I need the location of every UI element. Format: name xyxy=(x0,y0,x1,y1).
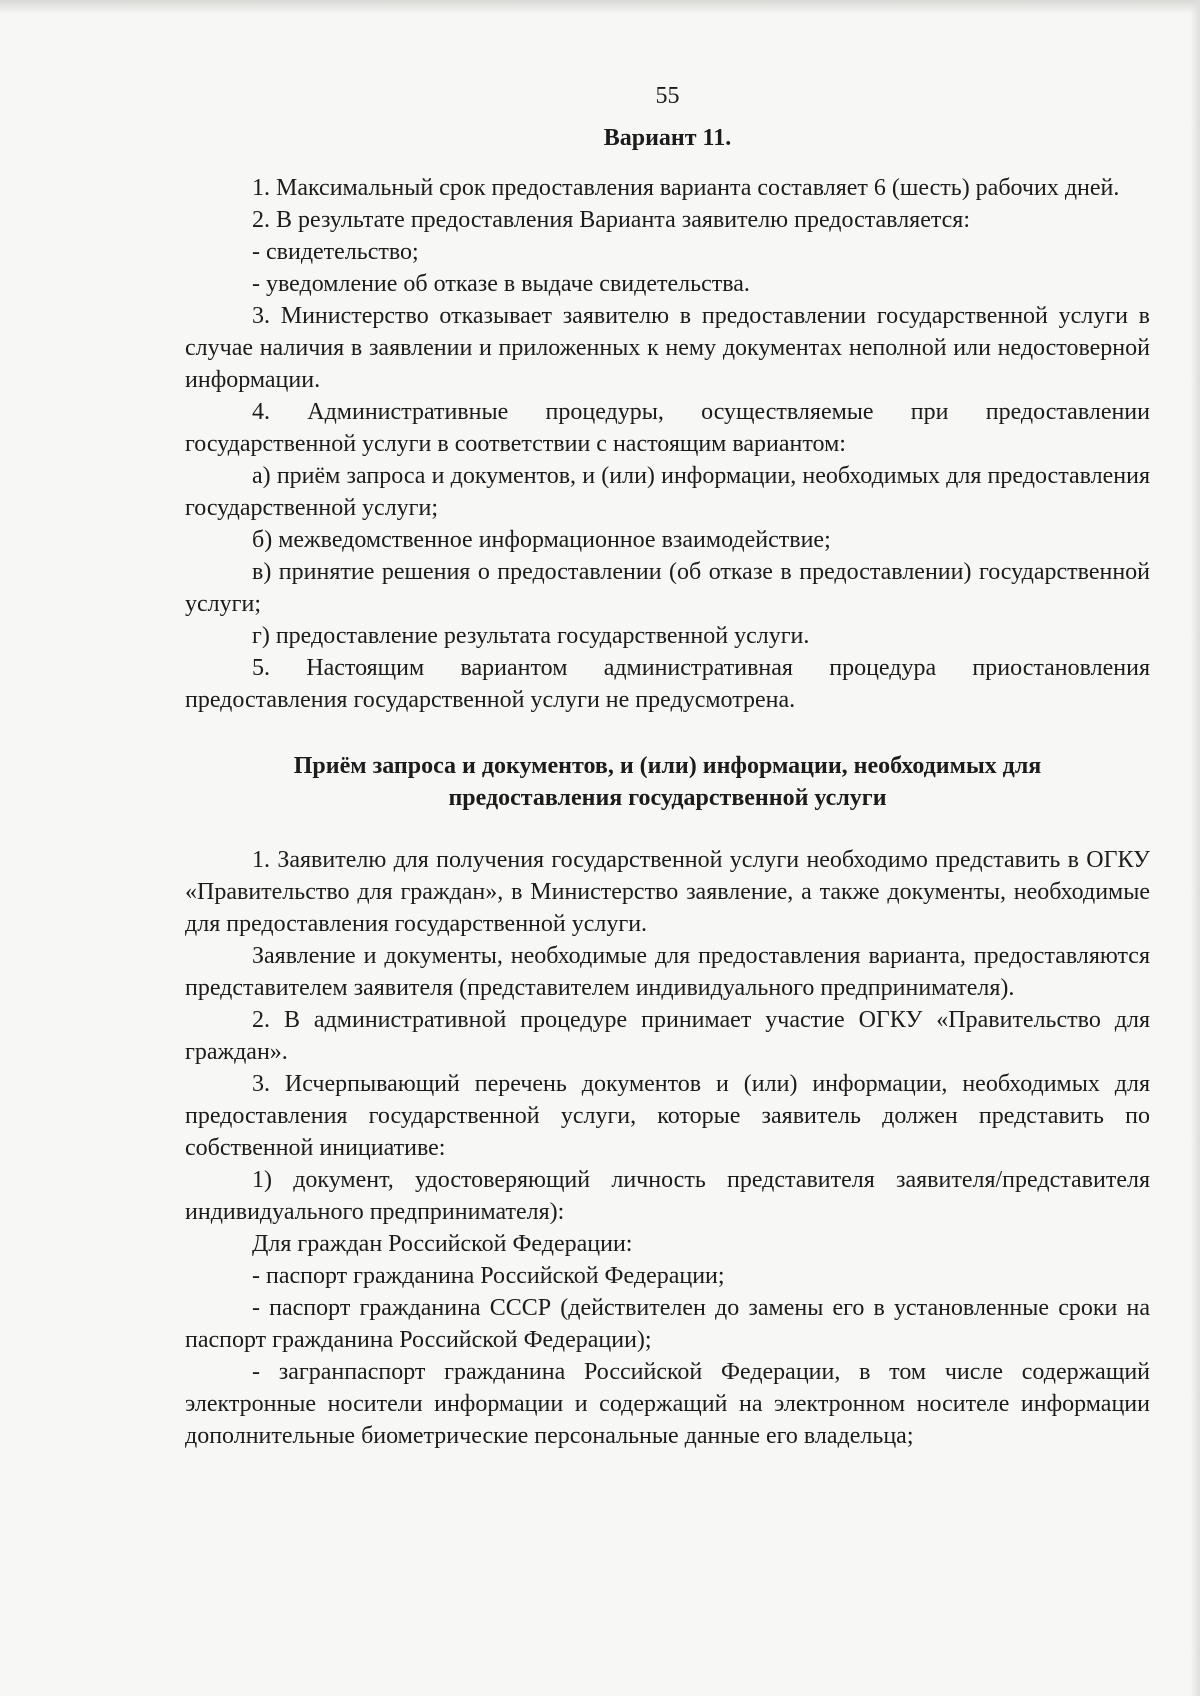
section-body xyxy=(185,844,1150,1452)
variant-procedure-c: в) принятие решения о предоставлении (об отказе в предоставлении) государственной услуги; xyxy=(185,559,1150,617)
section-list-item-foreign-passport: - загранпаспорт гражданина Российской Федерации, в том числе содержащий электронные носители информации и содержащий на электронном носителе информации дополнительные биометрические персональные данные его владельца; xyxy=(185,1359,1150,1449)
variant-body xyxy=(185,172,1150,716)
scan-shadow-edge xyxy=(1190,0,1200,1696)
variant-list-item-2: - уведомление об отказе в выдаче свидетельства. xyxy=(252,271,750,297)
section-paragraph-1b: Заявление и документы, необходимые для предоставления варианта, предоставляются представителем заявителя (представителем индивидуального предпринимателя). xyxy=(185,943,1150,1001)
variant-paragraph-2: 2. В результате предоставления Варианта заявителю предоставляется: xyxy=(252,207,971,233)
section-paragraph-2: 2. В административной процедуре принимает участие ОГКУ «Правительство для граждан». xyxy=(185,1007,1150,1065)
variant-procedure-d: г) предоставление результата государственной услуги. xyxy=(252,623,810,649)
variant-procedure-a: а) приём запроса и документов, и (или) информации, необходимых для предоставления государственной услуги; xyxy=(185,463,1150,521)
variant-paragraph-5: 5. Настоящим вариантом административная процедура приостановления предоставления государственной услуги не предусмотрена. xyxy=(185,655,1150,713)
variant-paragraph-3: 3. Министерство отказывает заявителю в предоставлении государственной услуги в случае наличия в заявлении и приложенных к нему документах неполной или недостоверной информации. xyxy=(185,303,1150,393)
section-list-item-passport: - паспорт гражданина Российской Федерации; xyxy=(252,1263,725,1289)
section-subheading-citizens: Для граждан Российской Федерации: xyxy=(252,1231,633,1257)
page-number: 55 xyxy=(655,83,680,109)
variant-paragraph-1: 1. Максимальный срок предоставления варианта составляет 6 (шесть) рабочих дней. xyxy=(252,175,1120,201)
variant-paragraph-4: 4. Административные процедуры, осуществляемые при предоставлении государственной услуги в соответствии с настоящим вариантом: xyxy=(185,399,1150,457)
section-title-line-2: предоставления государственной услуги xyxy=(448,785,887,811)
variant-title: Вариант 11. xyxy=(603,125,732,151)
section-title-line-1: Приём запроса и документов, и (или) информации, необходимых для xyxy=(293,753,1042,779)
section-paragraph-3: 3. Исчерпывающий перечень документов и (или) информации, необходимых для предоставления государственной услуги, которые заявитель должен представить по собственной инициативе: xyxy=(185,1071,1150,1161)
scan-shadow xyxy=(0,0,1200,14)
section-title xyxy=(185,750,1150,814)
section-list-item-ussr-passport: - паспорт гражданина СССР (действителен до замены его в установленные сроки на паспорт гражданина Российской Федерации); xyxy=(185,1295,1150,1353)
section-item-1: 1) документ, удостоверяющий личность представителя заявителя/представителя индивидуального предпринимателя): xyxy=(185,1167,1150,1225)
variant-procedure-b: б) межведомственное информационное взаимодействие; xyxy=(252,527,831,553)
section-paragraph-1: 1. Заявителю для получения государственной услуги необходимо представить в ОГКУ «Правительство для граждан», в Министерство заявление, а также документы, необходимые для предоставления государственной услуги. xyxy=(185,847,1150,937)
variant-list-item-1: - свидетельство; xyxy=(252,239,419,265)
